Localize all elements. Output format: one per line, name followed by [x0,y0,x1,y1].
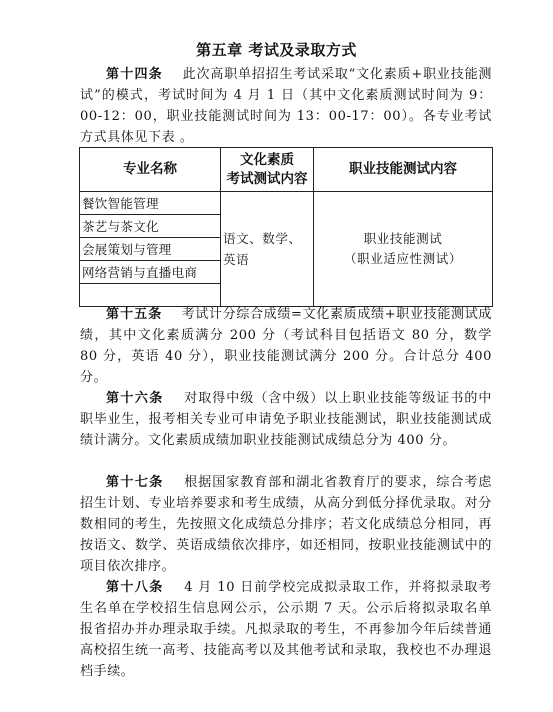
skills-content-cell [314,192,493,307]
table-row [80,192,493,215]
chapter-title: 第五章 考试及录取方式 [196,41,357,59]
header-major: 专业名称 [80,148,221,192]
article-18 [80,577,492,682]
culture-content-cell [221,192,314,307]
skills-content-line2: （职业适应性测试） [344,251,462,266]
table-header-row [80,148,493,192]
article-16 [80,388,492,451]
article-16-label: 第十六条 [106,391,164,406]
header-skills: 职业技能测试内容 [314,148,493,192]
article-17-text: 根据国家教育部和湖北省教育厅的要求，综合考虑招生计划、专业培养要求和考生成绩，从高分到低分择优录取。对分数相同的考生，先按照文化成绩总分排序；若文化成绩总分相同，再按语文、数学、英语成绩依次排序，如还相同，按职业技能测试中的项目依次排序。 [80,475,492,574]
article-15 [80,304,492,388]
culture-content-line2: 英语 [223,252,250,267]
article-15-text: 考试计分综合成绩=文化素质成绩+职业技能测试成绩，其中文化素质满分 200 分（考试科目包括语文 80 分，数学 80 分，英语 40 分），职业技能测试满分 200 分。合计总分 400 分。 [80,307,492,385]
skills-content-line1: 职业技能测试 [363,231,443,246]
article-18-text: 4 月 10 日前学校完成拟录取工作，并将拟录取考生名单在学校招生信息网公示，公示期 7 天。公示后将拟录取名单报省招办并办理录取手续。凡拟录取的考生，不再参加今年后续普通高校招生统一高考、技能高考以及其他考试和录取，我校也不办理退档手续。 [80,580,492,679]
header-culture-line2: 考试测试内容 [226,170,308,187]
header-culture-line1: 文化素质 [240,151,294,168]
article-16-text: 对取得中级（含中级）以上职业技能等级证书的中职毕业生，报考相关专业可申请免予职业技能测试，职业技能测试成绩计满分。文化素质成绩加职业技能测试成绩总分为 400 分。 [80,391,492,448]
major-cell: 餐饮智能管理 [80,192,221,215]
article-15-label: 第十五条 [106,307,163,322]
culture-content-line1: 语文、数学、 [223,231,302,246]
article-17-label: 第十七条 [106,475,164,490]
article-17 [80,472,492,577]
article-14 [80,64,492,148]
article-18-label: 第十八条 [106,580,164,595]
header-culture [221,148,314,192]
major-cell: 会展策划与管理 [80,238,221,261]
article-14-label: 第十四条 [106,67,163,82]
major-cell: 网络营销与直播电商 [80,261,221,284]
exam-method-table [79,147,493,307]
major-cell: 茶艺与茶文化 [80,215,221,238]
article-14-text: 此次高职单招招生考试采取“文化素质+职业技能测试”的模式，考试时间为 4 月 1 日（其中文化素质测试时间为 9：00-12：00，职业技能测试时间为 13：00-17：00）。各专业考试方式具体见下表 。 [80,67,492,145]
